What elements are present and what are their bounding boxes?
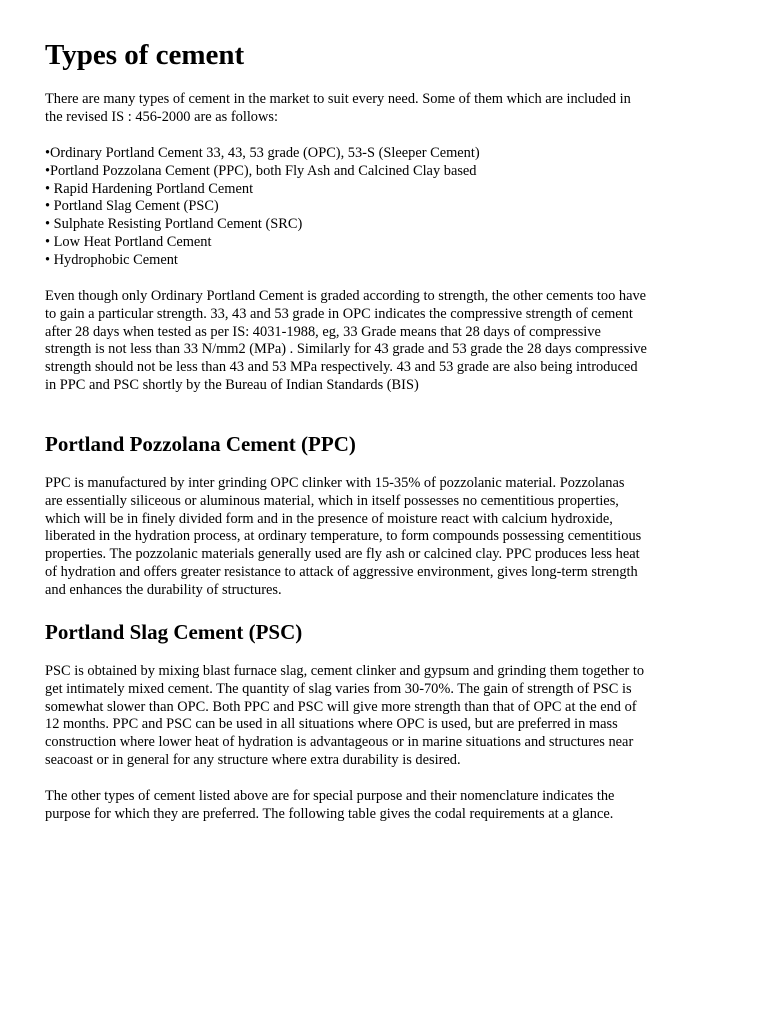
paragraph-line: PPC is manufactured by inter grinding OPC clinker with 15-35% of pozzolanic material. Pozzolanas [45, 475, 625, 491]
intro-paragraph [45, 91, 685, 127]
paragraph-line: and enhances the durability of structures. [45, 581, 282, 598]
paragraph-line: properties. The pozzolanic materials generally used are fly ash or calcined clay. PPC produces less heat [45, 546, 640, 563]
paragraph-line: somewhat slower than OPC. Both PPC and PSC will give more strength than that of OPC at the end of [45, 698, 637, 715]
cement-type-list [45, 145, 685, 270]
list-item: •Ordinary Portland Cement 33, 43, 53 grade (OPC), 53-S (Sleeper Cement) [45, 145, 480, 161]
grading-paragraph [45, 288, 685, 395]
intro-line: the revised IS : 456-2000 are as follows: [45, 108, 278, 125]
paragraph-line: strength is not less than 33 N/mm2 (MPa) . Similarly for 43 grade and 53 grade the 28 days compressive [45, 341, 647, 358]
paragraph-line: purpose for which they are preferred. The following table gives the codal requirements at a glance. [45, 805, 614, 822]
ppc-heading: Portland Pozzolana Cement (PPC) [45, 432, 356, 456]
closing-paragraph [45, 788, 685, 824]
list-item: • Portland Slag Cement (PSC) [45, 198, 219, 215]
list-item: • Rapid Hardening Portland Cement [45, 180, 254, 197]
ppc-paragraph [45, 475, 685, 600]
page-title: Types of cement [45, 39, 245, 71]
intro-line: There are many types of cement in the market to suit every need. Some of them which are included in [45, 91, 631, 107]
paragraph-line: after 28 days when tested as per IS: 4031-1988, eg, 33 Grade means that 28 days of compressive [45, 323, 601, 340]
paragraph-line: The other types of cement listed above are for special purpose and their nomenclature indicates the [45, 788, 615, 804]
paragraph-line: of hydration and offers greater resistance to attack of aggressive environment, gives long-term strength [45, 563, 638, 580]
paragraph-line: to gain a particular strength. 33, 43 and 53 grade in OPC indicates the compressive strength of cement [45, 305, 633, 322]
paragraph-line: 12 months. PPC and PSC can be used in all situations where OPC is used, but are preferred in mass [45, 716, 618, 733]
paragraph-line: Even though only Ordinary Portland Cement is graded according to strength, the other cements too have [45, 288, 647, 304]
list-item: • Hydrophobic Cement [45, 251, 178, 268]
paragraph-line: are essentially siliceous or aluminous material, which in itself possesses no cementitious properties, [45, 492, 619, 509]
paragraph-line: construction where lower heat of hydration is advantageous or in marine situations and structures near [45, 734, 634, 751]
psc-paragraph [45, 663, 685, 770]
list-item: • Low Heat Portland Cement [45, 233, 212, 250]
paragraph-line: which will be in finely divided form and in the presence of moisture react with calcium hydroxide, [45, 510, 613, 527]
paragraph-line: in PPC and PSC shortly by the Bureau of Indian Standards (BIS) [45, 376, 419, 393]
list-item: •Portland Pozzolana Cement (PPC), both Fly Ash and Calcined Clay based [45, 162, 477, 179]
paragraph-line: liberated in the hydration process, at ordinary temperature, to form compounds possessing cementitious [45, 528, 642, 545]
list-item: • Sulphate Resisting Portland Cement (SRC) [45, 216, 303, 233]
psc-heading: Portland Slag Cement (PSC) [45, 620, 303, 644]
paragraph-line: strength should not be less than 43 and 53 MPa respectively. 43 and 53 grade are also being introduced [45, 359, 638, 376]
paragraph-line: seacoast or in general for any structure where extra durability is desired. [45, 751, 461, 768]
paragraph-line: get intimately mixed cement. The quantity of slag varies from 30-70%. The gain of strength of PSC is [45, 680, 632, 697]
paragraph-line: PSC is obtained by mixing blast furnace slag, cement clinker and gypsum and grinding them together to [45, 663, 645, 679]
